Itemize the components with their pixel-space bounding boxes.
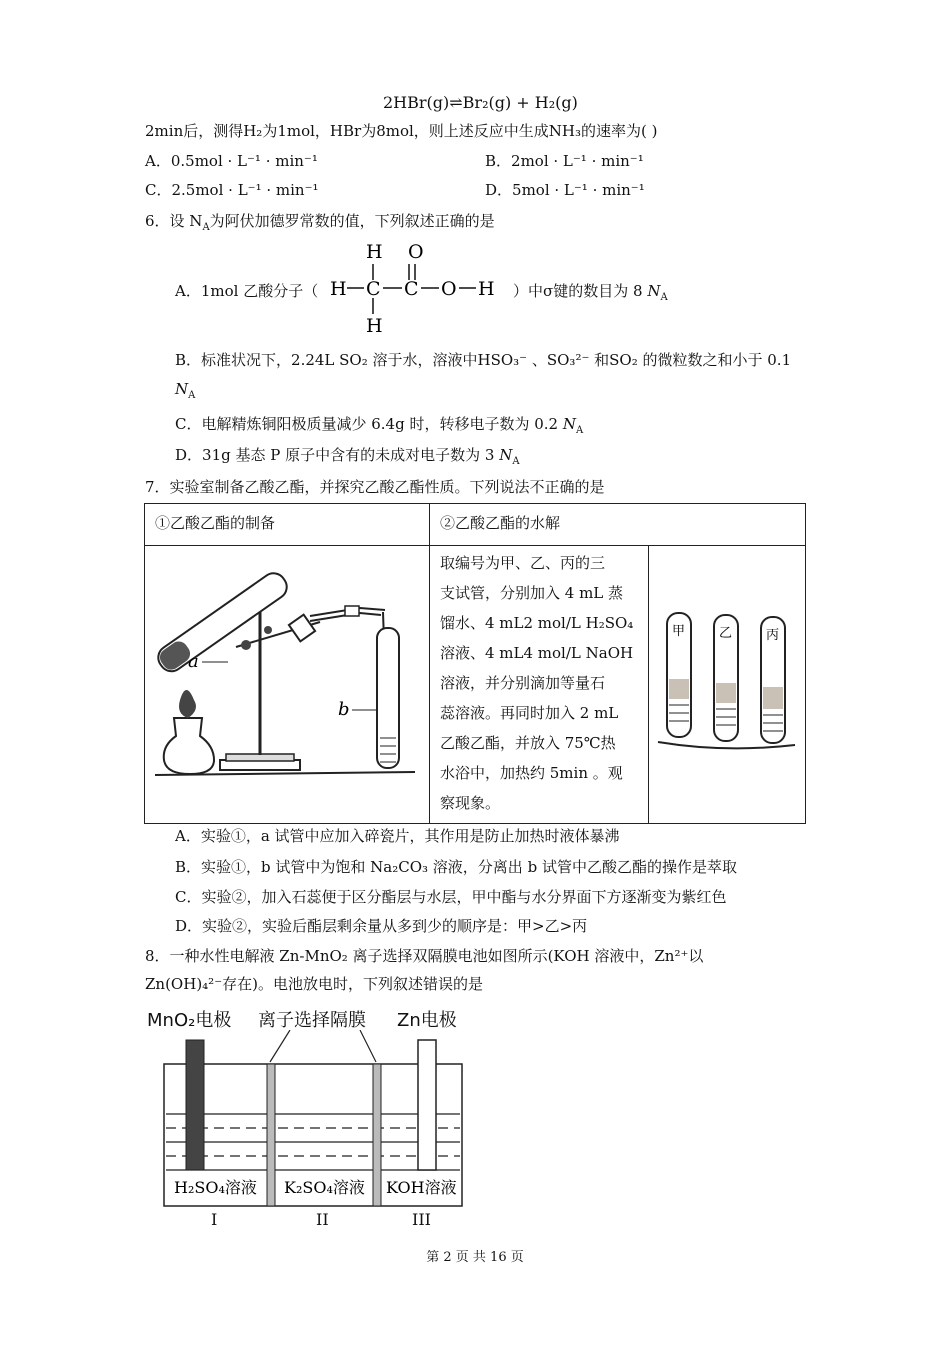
formula-h-bottom: H [366,315,383,337]
page-footer: 第 2 页 共 16 页 [426,1250,524,1265]
mno2-electrode-label: MnO₂电极 [147,1010,232,1031]
tube-label-bing: 丙 [766,628,780,643]
formula-h-top: H [366,241,383,263]
formula-o-top: O [408,241,424,263]
q5-stem: 2min后，测得H₂为1mol，HBr为8mol，则上述反应中生成NH₃的速率为( ) [145,122,658,140]
tube-label-jia: 甲 [672,624,686,639]
ester-prep-apparatus [150,550,425,815]
q6-option-c: C．电解精炼铜阳极质量减少 6.4g 时，转移电子数为 0.2 $N_A$ [175,415,584,436]
acetic-acid-structure [328,238,508,338]
solution-koh: KOH溶液 [386,1178,457,1197]
label-a: a [188,651,199,672]
solution-h2so4: H₂SO₄溶液 [174,1178,257,1197]
q8-stem-line1: 8．一种水性电解液 Zn-MnO₂ 离子选择双隔膜电池如图所示(KOH 溶液中，Zn²⁺以 [145,947,704,965]
q7-option-c: C．实验②，加入石蕊便于区分酯层与水层，甲中酯与水分界面下方逐渐变为紫红色 [175,888,727,906]
q8-stem-line2: Zn(OH)₄²⁻存在)。电池放电时，下列叙述错误的是 [145,975,483,993]
formula-h-left: H [330,278,347,300]
region-iii-label: III [412,1210,431,1229]
formula-c2: C [404,278,419,300]
q6-option-a-suffix: ）中σ键的数目为 8 $N_A$ [513,282,668,303]
tube-label-yi: 乙 [719,626,733,641]
region-ii-label: II [316,1210,329,1229]
three-test-tubes [655,605,800,755]
q7-procedure: 取编号为甲、乙、丙的三 支试管，分别加入 4 mL 蒸 馏水、4 mL2 mol/L H₂SO₄ 溶液、4 mL4 mol/L NaOH 溶液，并分别滴加等量石 蕊溶液。再同时加入 2 mL 乙酸乙酯，并放入 75℃热 水浴中，加热约 5min 。观 察现象。 [440,554,634,812]
q5-option-d: D．5mol · L⁻¹ · min⁻¹ [485,181,645,199]
q7-option-a: A．实验①，a 试管中应加入碎瓷片，其作用是防止加热时液体暴沸 [175,827,620,845]
tube-yi [714,615,738,741]
q7-option-b: B．实验①，b 试管中为饱和 Na₂CO₃ 溶液，分离出 b 试管中乙酸乙酯的操作是萃取 [175,858,737,876]
q5-option-b: B．2mol · L⁻¹ · min⁻¹ [485,152,644,170]
q6-option-b: B．标准状况下，2.24L SO₂ 溶于水，溶液中HSO₃⁻ 、SO₃²⁻ 和SO₂ 的微粒数之和小于 0.1 [175,351,792,369]
q6-option-a-prefix: A．1mol 乙酸分子（ [175,282,319,300]
q6-stem: 6．设 $N_A$为阿伏加德罗常数的值，下列叙述正确的是 [145,212,495,233]
battery-diagram [160,1030,470,1215]
membrane-label: 离子选择隔膜 [258,1010,366,1031]
tube-jia [667,613,691,737]
region-i-label: I [211,1210,218,1229]
label-b: b [338,699,350,720]
formula-o-right: O [441,278,457,300]
q7-stem: 7．实验室制备乙酸乙酯，并探究乙酸乙酯性质。下列说法不正确的是 [145,478,605,496]
q7-option-d: D．实验②，实验后酯层剩余量从多到少的顺序是：甲>乙>丙 [175,917,588,935]
tube-bing [761,617,785,743]
q6-option-b-line2: $N_A$ [175,380,196,401]
zn-electrode-label: Zn电极 [397,1010,457,1031]
q5-option-c: C．2.5mol · L⁻¹ · min⁻¹ [145,181,319,199]
formula-c1: C [366,278,381,300]
solution-k2so4: K₂SO₄溶液 [284,1178,365,1197]
formula-h-right: H [478,278,495,300]
q7-col1-header: ①乙酸乙酯的制备 [155,514,276,532]
q7-col2-header: ②乙酸乙酯的水解 [440,514,561,532]
q5-option-a: A．0.5mol · L⁻¹ · min⁻¹ [145,152,318,170]
q6-option-d: D．31g 基态 P 原子中含有的未成对电子数为 3 $N_A$ [175,446,520,467]
q5-equation: 2HBr(g)⇌Br₂(g) + H₂(g) [383,93,578,112]
